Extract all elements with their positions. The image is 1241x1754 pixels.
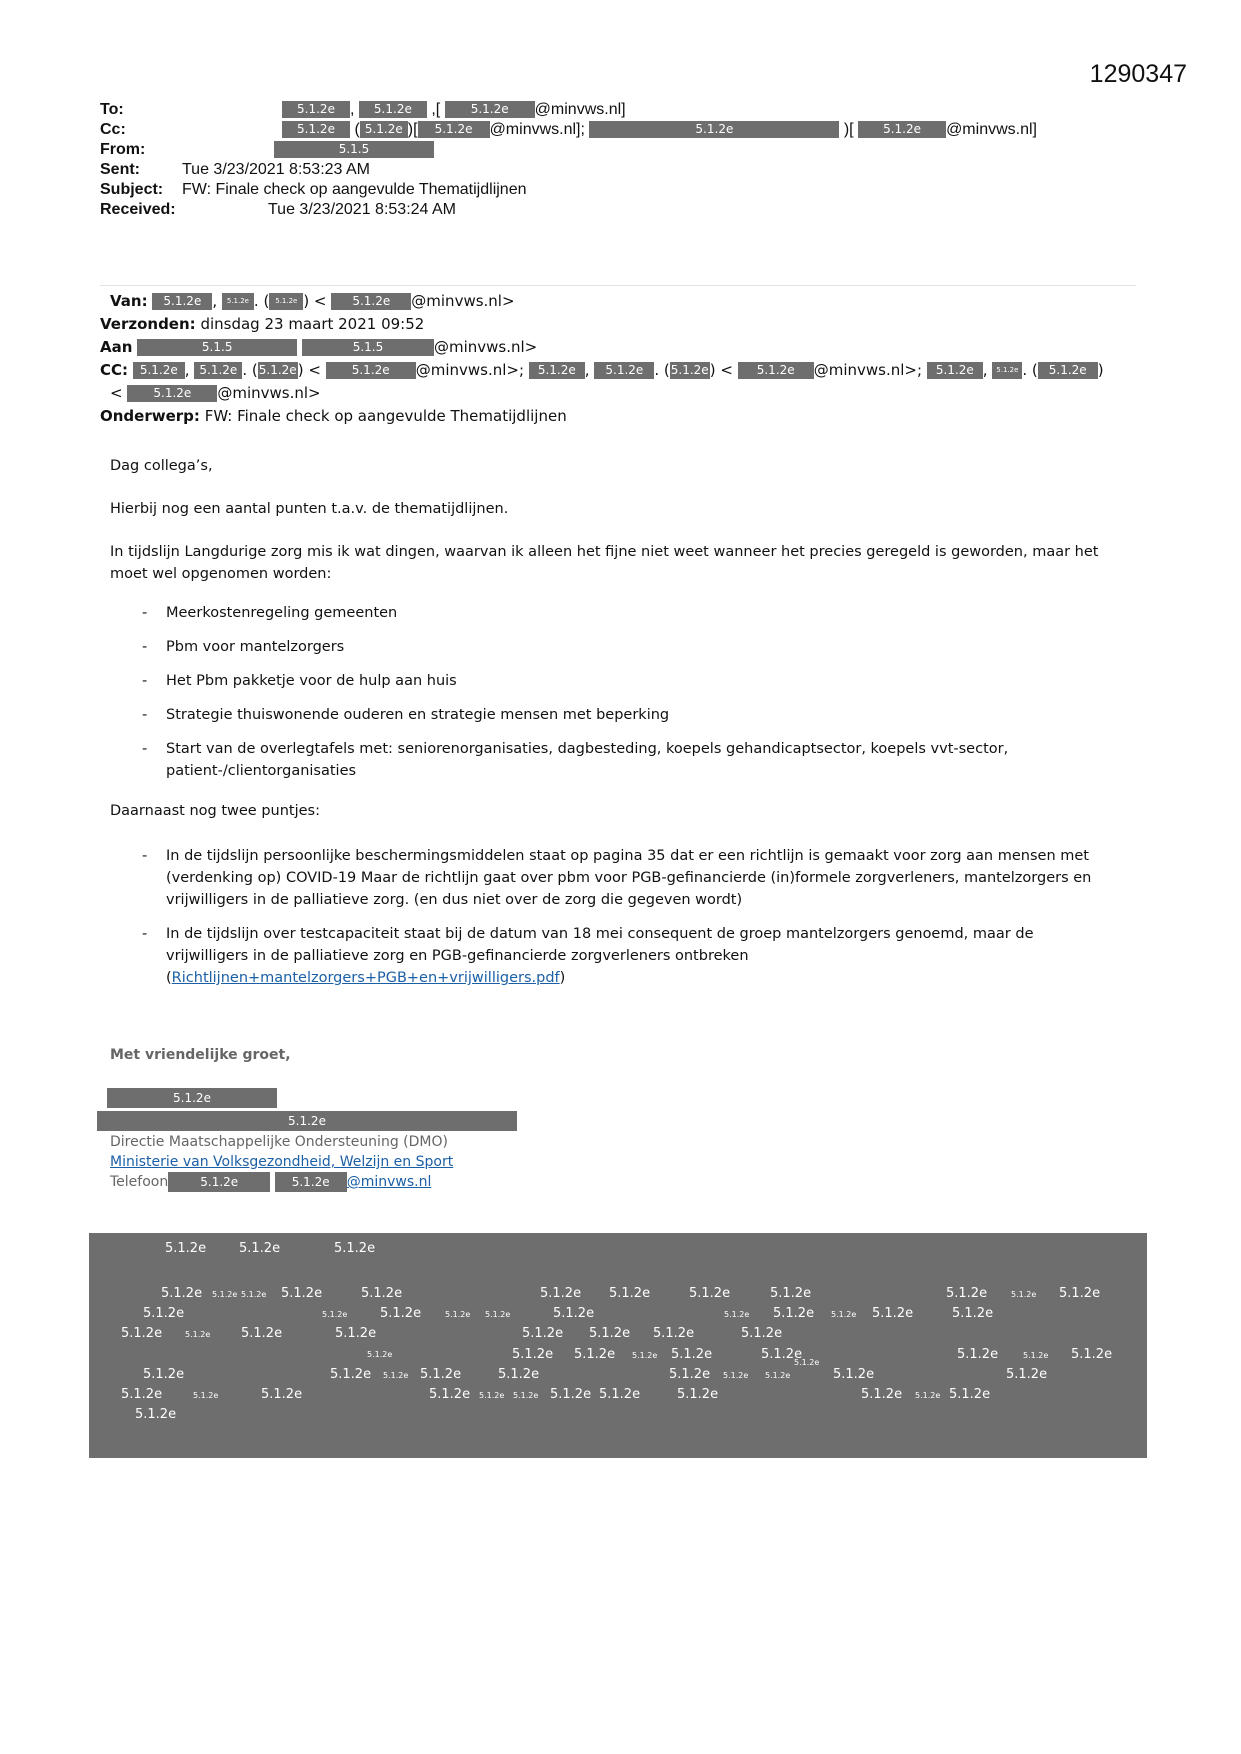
onderwerp-value: FW: Finale check op aangevulde Thematijdlijnen (204, 407, 567, 425)
redaction: 5.1.5 (274, 141, 434, 158)
forwarded-header (100, 290, 1104, 428)
redaction: 5.1.2e (671, 1347, 713, 1362)
redaction: 5.1.2e (193, 1391, 219, 1400)
list-item: - Strategie thuiswonende ouderen en strategie mensen met beperking (110, 704, 1120, 726)
redaction: 5.1.2e (121, 1326, 163, 1341)
redaction: 5.1.2e (361, 1286, 403, 1301)
redaction: 5.1.2e (380, 1306, 422, 1321)
redaction: 5.1.2e (168, 1172, 270, 1192)
sent-value: Tue 3/23/2021 8:53:23 AM (182, 161, 370, 178)
redaction: 5.1.2e (165, 1241, 207, 1256)
redaction: 5.1.2e (383, 1371, 409, 1380)
redaction: 5.1.2e (161, 1286, 203, 1301)
redaction: 5.1.2e (512, 1347, 554, 1362)
from-row (100, 140, 1037, 160)
cc-domain-2: @minvws.nl] (946, 121, 1037, 138)
redaction: 5.1.2e (773, 1306, 815, 1321)
redaction: 5.1.2e (723, 1371, 749, 1380)
redaction: 5.1.2e (946, 1286, 988, 1301)
van-domain: @minvws.nl> (411, 292, 515, 310)
redaction: 5.1.2e (540, 1286, 582, 1301)
cc-row: Cc: 5.1.2e ( 5.1.2e )[ 5.1.2e @minvws.nl]; 5.1.2e )[ 5.1.2e @minvws.nl] (100, 121, 1037, 138)
sig-lines (110, 1132, 453, 1192)
redaction: 5.1.2e (261, 1387, 303, 1402)
cc-domain: @minvws.nl>; (415, 361, 525, 379)
pdf-link[interactable]: Richtlijnen+mantelzorgers+PGB+en+vrijwilligers.pdf (171, 970, 560, 986)
redaction: 5.1.2e (670, 363, 709, 377)
redaction: 5.1.2e (957, 1347, 999, 1362)
list-item: - Het Pbm pakketje voor de hulp aan huis (110, 670, 1120, 692)
redaction: 5.1.2e (282, 101, 350, 118)
subject-value: FW: Finale check op aangevulde Thematijdlijnen (182, 181, 527, 198)
redaction: 5.1.2e (522, 1326, 564, 1341)
redaction: 5.1.2e (269, 293, 303, 310)
redaction: 5.1.2e (445, 1310, 471, 1319)
redaction: 5.1.2e (589, 121, 839, 138)
list-item: - Meerkostenregeling gemeenten (110, 602, 1120, 624)
sig-redaction-2 (97, 1111, 517, 1131)
redaction: 5.1.2e (143, 1367, 185, 1382)
van-label: Van: (110, 292, 148, 310)
redaction: 5.1.2e (121, 1387, 163, 1402)
sent-row (100, 160, 1037, 180)
redaction: 5.1.2e (861, 1387, 903, 1402)
redaction: 5.1.2e (513, 1391, 539, 1400)
signature (110, 1045, 291, 1065)
cc-fwd-row-2: < 5.1.2e @minvws.nl> (110, 384, 321, 402)
redaction: 5.1.2e (281, 1286, 323, 1301)
redacted-block (89, 1233, 1147, 1458)
closing: Met vriendelijke groet, (110, 1047, 291, 1063)
redaction: 5.1.2e (952, 1306, 994, 1321)
redaction: 5.1.2e (322, 1310, 348, 1319)
redaction: 5.1.2e (858, 121, 946, 138)
received-label: Received: (100, 201, 176, 218)
verzonden-label: Verzonden: (100, 315, 196, 333)
redaction: 5.1.2e (949, 1387, 991, 1402)
to-row: To: 5.1.2e , 5.1.2e ,[ 5.1.2e @minvws.nl] (100, 101, 626, 118)
redaction: 5.1.2e (574, 1347, 616, 1362)
redaction: 5.1.2e (326, 362, 416, 379)
redaction: 5.1.2e (1006, 1367, 1048, 1382)
redaction: 5.1.2e (550, 1387, 592, 1402)
redaction: 5.1.2e (335, 1326, 377, 1341)
cc-label: Cc: (100, 121, 126, 138)
redaction: 5.1.5 (137, 339, 297, 356)
sig-redaction-1 (107, 1088, 277, 1108)
redaction: 5.1.2e (241, 1290, 267, 1299)
cc-fwd-row: CC: 5.1.2e , 5.1.2e . (5.1.2e) < 5.1.2e @minvws.nl>; 5.1.2e , 5.1.2e . (5.1.2e) < 5.1.2e @minvws.nl>; 5.1.2e , 5.1.2e . ( 5.1.2e ) (100, 361, 1104, 379)
sent-label: Sent: (100, 161, 140, 178)
redaction: 5.1.2e (360, 121, 408, 138)
department: Directie Maatschappelijke Ondersteuning (DMO) (110, 1134, 448, 1150)
redaction: 5.1.2e (498, 1367, 540, 1382)
redaction: 5.1.2e (833, 1367, 875, 1382)
list-item: - In de tijdslijn persoonlijke beschermingsmiddelen staat op pagina 35 dat er een richtlijn is gemaakt voor zorg aan mensen met (verdenking op) COVID-19 Maar de richtlijn gaat over pbm voor PGB-gefinancierde (in)formele zorgverleners, mantelzorgers en vrijwilligers in de palliatieve zorg. (en dus niet over de zorg die gegeven wordt) (110, 845, 1120, 911)
missing-items-list (110, 602, 1120, 782)
greeting: Dag collega’s, (110, 458, 213, 474)
redaction: 5.1.2e (212, 1290, 238, 1299)
redaction: 5.1.2e (275, 1172, 347, 1192)
redaction: 5.1.2e (485, 1310, 511, 1319)
redaction: 5.1.2e (479, 1391, 505, 1400)
to-domain: @minvws.nl] (534, 101, 626, 118)
redaction: 5.1.2e (97, 1111, 517, 1131)
redaction: 5.1.2e (927, 362, 983, 379)
redaction: 5.1.2e (133, 362, 185, 379)
link-paren: ) (559, 970, 566, 986)
redaction: 5.1.2e (741, 1326, 783, 1341)
cc-domain: @minvws.nl>; (813, 361, 923, 379)
redaction: 5.1.2e (594, 362, 654, 379)
redaction: 5.1.2e (653, 1326, 695, 1341)
document-id: 1290347 (1089, 60, 1187, 88)
redaction: 5.1.2e (222, 293, 254, 310)
redaction: 5.1.2e (761, 1347, 803, 1362)
redaction: 5.1.2e (1038, 362, 1098, 379)
email-link[interactable]: @minvws.nl (346, 1174, 432, 1190)
cc-domain: @minvws.nl> (217, 384, 321, 402)
link-paren: ( (166, 970, 172, 986)
divider (100, 285, 1136, 286)
redaction: 5.1.2e (334, 1241, 376, 1256)
paragraph-1: In tijdslijn Langdurige zorg mis ik wat dingen, waarvan ik alleen het fijne niet weet wanneer het precies geregeld is geworden, maar het moet wel opgenomen worden: (110, 544, 1099, 582)
redaction: 5.1.2e (599, 1387, 641, 1402)
redaction: 5.1.2e (194, 362, 242, 379)
intro: Hierbij nog een aantal punten t.a.v. de thematijdlijnen. (110, 501, 509, 517)
email-header (100, 100, 1037, 220)
cc-fwd-label: CC: (100, 361, 129, 379)
redaction: 5.1.2e (1071, 1347, 1113, 1362)
verzonden-row (100, 313, 1104, 336)
redaction: 5.1.2e (239, 1241, 281, 1256)
list-item: - Start van de overlegtafels met: seniorenorganisaties, dagbesteding, koepels gehandicaptsector, koepels vvt-sector, patient-/clientorganisaties (110, 738, 1120, 782)
redaction: 5.1.2e (330, 1367, 372, 1382)
onderwerp-row (100, 405, 1104, 428)
redaction: 5.1.2e (609, 1286, 651, 1301)
redaction: 5.1.2e (107, 1088, 277, 1108)
list-item (110, 923, 1120, 989)
van-row: Van: 5.1.2e , 5.1.2e . ( 5.1.2e ) < 5.1.2e @minvws.nl> (110, 292, 515, 310)
phone-label: Telefoon (110, 1174, 169, 1190)
phone-row (110, 1172, 453, 1192)
redaction: 5.1.2e (529, 362, 585, 379)
redaction: 5.1.2e (420, 1367, 462, 1382)
aan-domain: @minvws.nl> (433, 338, 538, 356)
cc-domain: @minvws.nl]; (489, 121, 585, 138)
redaction: 5.1.2e (185, 1330, 211, 1339)
redaction: 5.1.2e (724, 1310, 750, 1319)
verzonden-value: dinsdag 23 maart 2021 09:52 (200, 315, 425, 333)
redaction: 5.1.2e (152, 293, 212, 310)
redaction: 5.1.2e (738, 362, 814, 379)
from-label: From: (100, 141, 146, 158)
list-item-text: In de tijdslijn over testcapaciteit staat bij de datum van 18 mei consequent de groep mantelzorgers genoemd, maar de vrijwilligers in de palliatieve zorg en PGB-gefinancierde zorgverleners ontbreken (166, 926, 1034, 964)
redaction: 5.1.5 (302, 339, 434, 356)
redaction: 5.1.2e (445, 101, 535, 118)
list-item: - Pbm voor mantelzorgers (110, 636, 1120, 658)
received-value: Tue 3/23/2021 8:53:24 AM (268, 201, 456, 218)
redaction: 5.1.2e (418, 121, 490, 138)
redaction: 5.1.2e (241, 1326, 283, 1341)
redaction: 5.1.2e (282, 121, 350, 138)
redaction: 5.1.2e (143, 1306, 185, 1321)
redaction: 5.1.2e (359, 101, 427, 118)
redaction: 5.1.2e (872, 1306, 914, 1321)
redaction: 5.1.2e (831, 1310, 857, 1319)
redaction: 5.1.2e (632, 1351, 658, 1360)
redaction: 5.1.2e (689, 1286, 731, 1301)
paragraph-2: Daarnaast nog twee puntjes: (110, 803, 320, 819)
subject-label: Subject: (100, 181, 164, 198)
redaction: 5.1.2e (589, 1326, 631, 1341)
redaction: 5.1.2e (794, 1358, 820, 1367)
redaction: 5.1.2e (135, 1407, 177, 1422)
redaction: 5.1.2e (127, 385, 217, 402)
redaction: 5.1.2e (677, 1387, 719, 1402)
redaction: 5.1.2e (429, 1387, 471, 1402)
redaction: 5.1.2e (765, 1371, 791, 1380)
redaction: 5.1.2e (770, 1286, 812, 1301)
redaction: 5.1.2e (1011, 1290, 1037, 1299)
subject-row (100, 180, 1037, 200)
to-label: To: (100, 101, 124, 118)
ministry-link[interactable]: Ministerie van Volksgezondheid, Welzijn en Sport (110, 1154, 454, 1170)
redaction: 5.1.2e (331, 293, 411, 310)
redaction: 5.1.2e (258, 363, 297, 377)
redaction: 5.1.2e (669, 1367, 711, 1382)
redaction: 5.1.2e (992, 362, 1022, 379)
redaction: 5.1.2e (1023, 1351, 1049, 1360)
redaction: 5.1.2e (553, 1306, 595, 1321)
points-list (110, 845, 1120, 989)
aan-row (100, 336, 1104, 359)
aan-label: Aan (100, 338, 133, 356)
redaction: 5.1.2e (915, 1391, 941, 1400)
redaction: 5.1.2e (367, 1350, 393, 1359)
onderwerp-label: Onderwerp: (100, 407, 200, 425)
redaction: 5.1.2e (1059, 1286, 1101, 1301)
received-row (100, 200, 1037, 220)
